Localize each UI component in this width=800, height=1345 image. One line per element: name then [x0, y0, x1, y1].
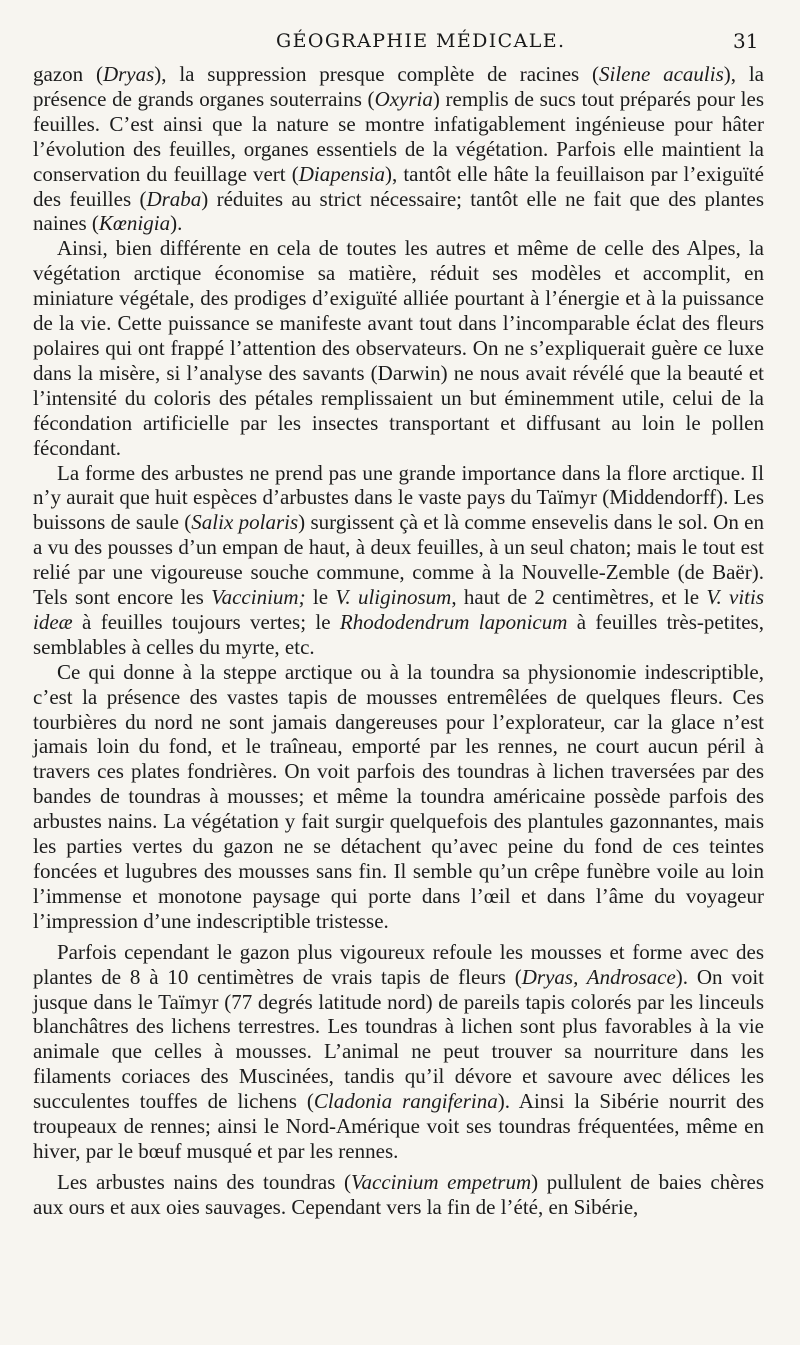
running-head: [0, 30, 800, 58]
paragraph-lichen-tundras: Parfois cependant le gazon plus vigoureux refoule les mousses et forme avec des plantes de 8 à 10 centimètres de vrais tapis de fleurs (Dryas, Androsace). On voit jusque dans le Taïmyr (77 degrés latitude nord) de pareils tapis colorés par les linceuls blanchâtres des lichens terrestres. Les toundras à lichen sont plus favorables à la vie animale que celles à mousses. L’animal ne peut trouver sa nourriture dans les filaments coriaces des Muscinées, tandis qu’il dévore et savoure avec délices les succulentes touffes de lichens (Cladonia rangiferina). Ainsi la Sibérie nourrit des troupeaux de rennes; ainsi le Nord-Amérique voit ses toundras fréquentées, même en hiver, par le bœuf musqué et par les rennes.: [33, 939, 764, 1163]
paragraph-tundra-mosses: Ce qui donne à la steppe arctique ou à la toundra sa physionomie indescriptible, c’est la présence des vastes tapis de mousses entremêlées de quelques fleurs. Ces tourbières du nord ne sont jamais dangereuses pour l’explorateur, car la glace n’est jamais loin du fond, et le traîneau, emporté par les rennes, ne court aucun péril à travers ces plates fondrières. On voit parfois des toundras à lichen traversées par des bandes de toundras à mousses; et même la toundra américaine possède parfois des arbustes nains. La végétation y fait surgir quelquefois des plantules gazonnantes, mais les parties vertes du gazon ne se détachent qu’avec peine du fond de ces teintes foncées et lugubres des mousses sans fin. Il semble qu’un crêpe funèbre voile au loin l’immense et monotone paysage qui porte dans l’œil et dans l’âme du voyageur l’impression d’une indescriptible tristesse.: [33, 659, 764, 933]
paragraph-arctic-vegetation: Ainsi, bien différente en cela de toutes les autres et même de celle des Alpes, la végétation arctique économise sa matière, réduit ses modèles et accomplit, en miniature végétale, des prodiges d’exiguïté alliée pourtant à l’énergie et à la puissance de la vie. Cette puissance se manifeste avant tout dans l’incomparable éclat des fleurs polaires qui ont frappé l’attention des observateurs. On ne s’expliquerait guère ce luxe dans la misère, si l’analyse des savants (Darwin) ne nous avait révélé que la beauté et l’intensité du coloris des pétales remplissaient un but éminemment utile, celui de la fécondation artificielle par les insectes transportant et diffusant au loin le pollen fécondant.: [33, 236, 764, 460]
body-text: [33, 62, 764, 1220]
running-title: GÉOGRAPHIE MÉDICALE.: [276, 30, 566, 52]
page-number: 31: [733, 29, 759, 53]
paragraph-continued: gazon (Dryas), la suppression presque complète de racines (Silene acaulis), la présence de grands organes souterrains (Oxyria) remplis de sucs tout préparés pour les feuilles. C’est ainsi que la nature se montre infatigablement ingénieuse pour hâter l’évolution des feuilles, organes essentiels de la végétation. Parfois elle maintient la conservation du feuillage vert (Diapensia), tantôt elle hâte la feuillaison par l’exiguïté des feuilles (Draba) réduites au strict nécessaire; tantôt elle ne fait que des plantes naines (Kœnigia).: [33, 62, 764, 236]
paragraph-shrubs: La forme des arbustes ne prend pas une grande importance dans la flore arctique. Il n’y aurait que huit espèces d’arbustes dans le vaste pays du Taïmyr (Middendorff). Les buissons de saule (Salix polaris) surgissent çà et là comme ensevelis dans le sol. On en a vu des pousses d’un empan de haut, à deux feuilles, à un seul chaton; mais le tout est relié par une vigoureuse souche commune, comme à la Nouvelle-Zemble (de Baër). Tels sont encore les Vaccinium; le V. uliginosum, haut de 2 centimètres, et le V. vitis ideæ à feuilles toujours vertes; le Rhododendrum laponicum à feuilles très-petites, semblables à celles du myrte, etc.: [33, 460, 765, 659]
paragraph-dwarf-shrubs: Les arbustes nains des toundras (Vaccinium empetrum) pullulent de baies chères aux ours et aux oies sauvages. Cependant vers la fin de l’été, en Sibérie,: [33, 1169, 764, 1219]
